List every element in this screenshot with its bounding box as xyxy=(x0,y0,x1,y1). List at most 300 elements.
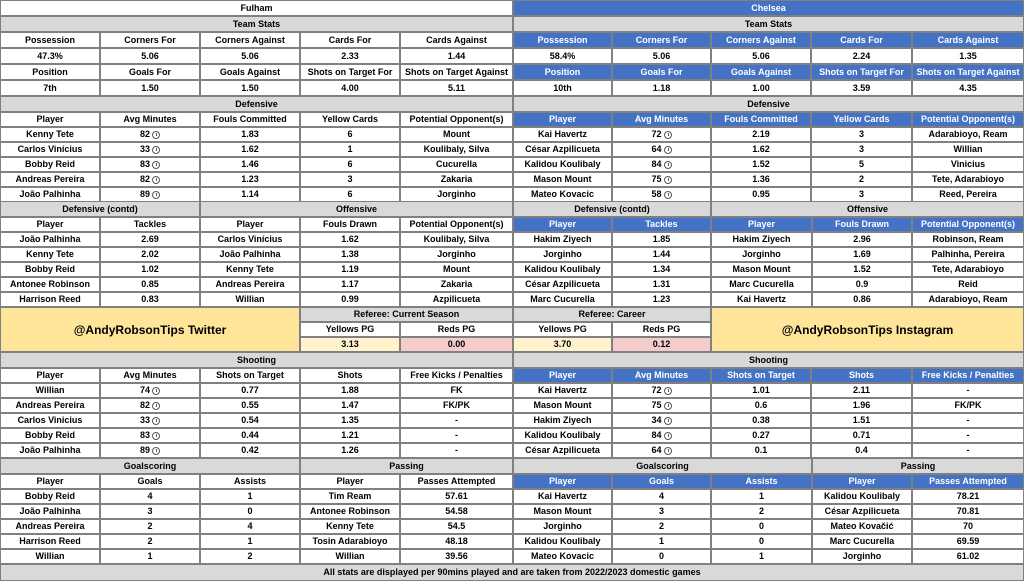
defensive-header: Potential Opponent(s) xyxy=(912,112,1024,127)
team-stats-value: 4.00 xyxy=(300,80,400,96)
goalscoring-cell: 4 xyxy=(612,489,711,504)
passing-cell: Tim Ream xyxy=(300,489,400,504)
defensive-cell: Zakaria xyxy=(400,172,513,187)
defensive-cell: 6 xyxy=(300,157,400,172)
team-stats-header: Corners For xyxy=(612,32,711,48)
passing-cell: César Azpilicueta xyxy=(812,504,912,519)
shooting-cell: 0.1 xyxy=(711,443,811,458)
offensive-cell: Mount xyxy=(400,262,513,277)
goalscoring-cell: 3 xyxy=(612,504,711,519)
team-stats-header: Shots on Target Against xyxy=(400,64,513,80)
offensive-header: Fouls Drawn xyxy=(300,217,400,232)
offensive-cell: Carlos Vinícius xyxy=(200,232,300,247)
goalscoring-header: Goals xyxy=(100,474,200,489)
passing-cell: 70.81 xyxy=(912,504,1024,519)
defensive-cell: Mount xyxy=(400,127,513,142)
team-stats-header: Shots on Target Against xyxy=(912,64,1024,80)
promo-twitter: @AndyRobsonTips Twitter xyxy=(0,307,300,352)
shooting-cell: FK xyxy=(400,383,513,398)
defensive_contd-cell: 1.31 xyxy=(612,277,711,292)
shooting-cell: 84 xyxy=(612,428,711,443)
goalscoring-title: Goalscoring xyxy=(0,458,300,474)
offensive-title: Offensive xyxy=(200,201,513,217)
goalscoring-cell: Andreas Pereira xyxy=(0,519,100,534)
defensive-cell: 1 xyxy=(300,142,400,157)
shooting-header: Player xyxy=(0,368,100,383)
defensive-header: Player xyxy=(513,112,612,127)
defensive-cell: Reed, Pereira xyxy=(912,187,1024,202)
clock-icon xyxy=(664,417,672,425)
shooting-cell: 1.26 xyxy=(300,443,400,458)
shooting-cell: 0.27 xyxy=(711,428,811,443)
offensive-cell: Andreas Pereira xyxy=(200,277,300,292)
goalscoring-cell: Willian xyxy=(0,549,100,564)
shooting-cell: - xyxy=(912,383,1024,398)
shooting-cell: César Azpilicueta xyxy=(513,443,612,458)
shooting-cell: 1.01 xyxy=(711,383,811,398)
team-stats-header: Shots on Target For xyxy=(300,64,400,80)
defensive_contd-cell: Hakim Ziyech xyxy=(513,232,612,247)
defensive_contd-title: Defensive (contd) xyxy=(0,201,200,217)
goalscoring-cell: 2 xyxy=(711,504,812,519)
team-stats-header: Position xyxy=(0,64,100,80)
defensive-header: Fouls Committed xyxy=(711,112,811,127)
offensive-cell: Zakaria xyxy=(400,277,513,292)
defensive_contd-cell: João Palhinha xyxy=(0,232,100,247)
defensive_contd-cell: Antonee Robinson xyxy=(0,277,100,292)
defensive-cell: 3 xyxy=(811,187,912,202)
shooting-cell: Hakim Ziyech xyxy=(513,413,612,428)
referee-current-title: Referee: Current Season xyxy=(300,307,513,322)
team-stats-value: 1.35 xyxy=(912,48,1024,64)
goalscoring-cell: Bobby Reid xyxy=(0,489,100,504)
defensive_contd-cell: Kalidou Koulibaly xyxy=(513,262,612,277)
shooting-cell: FK/PK xyxy=(400,398,513,413)
offensive-header: Fouls Drawn xyxy=(812,217,912,232)
defensive-cell: 1.36 xyxy=(711,172,811,187)
passing-cell: 48.18 xyxy=(400,534,513,549)
defensive_contd-header: Player xyxy=(513,217,612,232)
defensive-cell: Carlos Vinícius xyxy=(0,142,100,157)
clock-icon xyxy=(664,432,672,440)
defensive-cell: 82 xyxy=(100,172,200,187)
team-stats-header: Cards For xyxy=(811,32,912,48)
referee-reds-value: 0.00 xyxy=(400,337,513,352)
offensive-cell: 1.69 xyxy=(812,247,912,262)
passing-title: Passing xyxy=(812,458,1024,474)
goalscoring-header: Player xyxy=(513,474,612,489)
goalscoring-cell: 0 xyxy=(200,504,300,519)
team-stats-value: 1.00 xyxy=(711,80,811,96)
offensive-cell: Mason Mount xyxy=(711,262,812,277)
shooting-cell: 82 xyxy=(100,398,200,413)
shooting-cell: Carlos Vinicius xyxy=(0,413,100,428)
offensive-header: Player xyxy=(200,217,300,232)
clock-icon xyxy=(152,402,160,410)
shooting-header: Avg Minutes xyxy=(100,368,200,383)
clock-icon xyxy=(664,402,672,410)
defensive_contd-cell: 2.69 xyxy=(100,232,200,247)
offensive-cell: Koulibaly, Silva xyxy=(400,232,513,247)
clock-icon xyxy=(664,146,672,154)
team-stats-value: 2.33 xyxy=(300,48,400,64)
shooting-header: Player xyxy=(513,368,612,383)
defensive-cell: Mason Mount xyxy=(513,172,612,187)
defensive-title: Defensive xyxy=(513,96,1024,112)
shooting-cell: 89 xyxy=(100,443,200,458)
offensive-cell: João Palhinha xyxy=(200,247,300,262)
defensive-cell: Cucurella xyxy=(400,157,513,172)
passing-cell: Kenny Tete xyxy=(300,519,400,534)
defensive_contd-cell: Kenny Tete xyxy=(0,247,100,262)
defensive-cell: 72 xyxy=(612,127,711,142)
offensive-cell: Palhinha, Pereira xyxy=(912,247,1024,262)
offensive-cell: 1.62 xyxy=(300,232,400,247)
clock-icon xyxy=(664,131,672,139)
shooting-cell: 0.44 xyxy=(200,428,300,443)
shooting-cell: 0.55 xyxy=(200,398,300,413)
defensive_contd-header: Tackles xyxy=(100,217,200,232)
goalscoring-cell: Jorginho xyxy=(513,519,612,534)
offensive-cell: Jorginho xyxy=(400,247,513,262)
shooting-cell: 0.77 xyxy=(200,383,300,398)
defensive-cell: 1.14 xyxy=(200,187,300,202)
team-stats-value: 47.3% xyxy=(0,48,100,64)
goalscoring-cell: João Palhinha xyxy=(0,504,100,519)
team-name-fulham: Fulham xyxy=(0,0,513,16)
defensive-header: Player xyxy=(0,112,100,127)
referee-career-title: Referee: Career xyxy=(513,307,711,322)
team-stats-value: 7th xyxy=(0,80,100,96)
passing-cell: 69.59 xyxy=(912,534,1024,549)
referee-yellows-value: 3.70 xyxy=(513,337,612,352)
defensive-header: Potential Opponent(s) xyxy=(400,112,513,127)
defensive_contd-cell: Bobby Reid xyxy=(0,262,100,277)
team-stats-value: 2.24 xyxy=(811,48,912,64)
shooting-cell: 34 xyxy=(612,413,711,428)
defensive-cell: Willian xyxy=(912,142,1024,157)
shooting-header: Free Kicks / Penalties xyxy=(912,368,1024,383)
defensive-header: Yellow Cards xyxy=(300,112,400,127)
goalscoring-cell: 1 xyxy=(711,549,812,564)
shooting-cell: 1.47 xyxy=(300,398,400,413)
offensive-cell: 1.52 xyxy=(812,262,912,277)
defensive-cell: 89 xyxy=(100,187,200,202)
defensive-cell: Bobby Reid xyxy=(0,157,100,172)
defensive_contd-title: Defensive (contd) xyxy=(513,201,711,217)
defensive-cell: 6 xyxy=(300,187,400,202)
offensive-header: Potential Opponent(s) xyxy=(912,217,1024,232)
goalscoring-header: Assists xyxy=(711,474,812,489)
team-stats-header: Corners For xyxy=(100,32,200,48)
team-stats-header: Shots on Target For xyxy=(811,64,912,80)
shooting-cell: 33 xyxy=(100,413,200,428)
shooting-cell: Kalidou Koulibaly xyxy=(513,428,612,443)
shooting-cell: 1.51 xyxy=(811,413,912,428)
goalscoring-header: Goals xyxy=(612,474,711,489)
goalscoring-cell: Mason Mount xyxy=(513,504,612,519)
defensive-cell: César Azpilicueta xyxy=(513,142,612,157)
team-stats-header: Position xyxy=(513,64,612,80)
goalscoring-cell: 2 xyxy=(612,519,711,534)
shooting-cell: 72 xyxy=(612,383,711,398)
offensive-cell: Kenny Tete xyxy=(200,262,300,277)
passing-header: Player xyxy=(300,474,400,489)
defensive-cell: 64 xyxy=(612,142,711,157)
team-stats-value: 58.4% xyxy=(513,48,612,64)
clock-icon xyxy=(152,161,160,169)
defensive_contd-cell: 1.34 xyxy=(612,262,711,277)
shooting-cell: 0.6 xyxy=(711,398,811,413)
team-stats-header: Corners Against xyxy=(711,32,811,48)
clock-icon xyxy=(152,432,160,440)
defensive-cell: Adarabioyo, Ream xyxy=(912,127,1024,142)
shooting-cell: Bobby Reid xyxy=(0,428,100,443)
clock-icon xyxy=(152,447,160,455)
shooting-header: Shots xyxy=(811,368,912,383)
team-stats-title: Team Stats xyxy=(513,16,1024,32)
defensive-cell: 75 xyxy=(612,172,711,187)
shooting-cell: 0.54 xyxy=(200,413,300,428)
defensive-cell: Andreas Pereira xyxy=(0,172,100,187)
passing-cell: Kalidou Koulibaly xyxy=(812,489,912,504)
defensive-cell: 82 xyxy=(100,127,200,142)
referee-header: Yellows PG xyxy=(513,322,612,337)
passing-cell: Jorginho xyxy=(812,549,912,564)
defensive-cell: Jorginho xyxy=(400,187,513,202)
shooting-header: Shots on Target xyxy=(200,368,300,383)
defensive-header: Avg Minutes xyxy=(100,112,200,127)
clock-icon xyxy=(664,387,672,395)
defensive_contd-cell: 1.85 xyxy=(612,232,711,247)
offensive-cell: 1.38 xyxy=(300,247,400,262)
shooting-cell: Willian xyxy=(0,383,100,398)
defensive-cell: 3 xyxy=(811,127,912,142)
goalscoring-cell: 1 xyxy=(200,534,300,549)
clock-icon xyxy=(152,191,160,199)
offensive-cell: Reid xyxy=(912,277,1024,292)
defensive-header: Yellow Cards xyxy=(811,112,912,127)
offensive-cell: 1.19 xyxy=(300,262,400,277)
offensive-cell: Jorginho xyxy=(711,247,812,262)
defensive_contd-cell: 1.23 xyxy=(612,292,711,307)
defensive_contd-cell: Marc Cucurella xyxy=(513,292,612,307)
team-stats-title: Team Stats xyxy=(0,16,513,32)
defensive-cell: Kenny Tete xyxy=(0,127,100,142)
clock-icon xyxy=(152,146,160,154)
defensive-cell: 33 xyxy=(100,142,200,157)
shooting-cell: 74 xyxy=(100,383,200,398)
shooting-cell: 1.35 xyxy=(300,413,400,428)
team-stats-header: Goals Against xyxy=(711,64,811,80)
goalscoring-cell: 4 xyxy=(200,519,300,534)
defensive-cell: 1.62 xyxy=(200,142,300,157)
shooting-header: Free Kicks / Penalties xyxy=(400,368,513,383)
offensive-cell: Marc Cucurella xyxy=(711,277,812,292)
footer-note: All stats are displayed per 90mins played and are taken from 2022/2023 domestic games xyxy=(0,564,1024,581)
defensive-cell: 58 xyxy=(612,187,711,202)
team-name-chelsea: Chelsea xyxy=(513,0,1024,16)
promo-instagram: @AndyRobsonTips Instagram xyxy=(711,307,1024,352)
goalscoring-cell: 0 xyxy=(612,549,711,564)
goalscoring-cell: 3 xyxy=(100,504,200,519)
defensive-cell: 3 xyxy=(300,172,400,187)
shooting-cell: João Palhinha xyxy=(0,443,100,458)
offensive-cell: Robinson, Ream xyxy=(912,232,1024,247)
passing-cell: Tosin Adarabioyo xyxy=(300,534,400,549)
shooting-cell: 0.4 xyxy=(811,443,912,458)
passing-title: Passing xyxy=(300,458,513,474)
goalscoring-cell: 1 xyxy=(612,534,711,549)
team-stats-value: 10th xyxy=(513,80,612,96)
offensive-cell: 0.9 xyxy=(812,277,912,292)
offensive-cell: 1.17 xyxy=(300,277,400,292)
defensive-cell: Kalidou Koulibaly xyxy=(513,157,612,172)
passing-cell: 70 xyxy=(912,519,1024,534)
defensive_contd-cell: Jorginho xyxy=(513,247,612,262)
referee-header: Reds PG xyxy=(400,322,513,337)
team-stats-header: Goals Against xyxy=(200,64,300,80)
defensive-title: Defensive xyxy=(0,96,513,112)
team-stats-header: Goals For xyxy=(612,64,711,80)
defensive_contd-cell: Harrison Reed xyxy=(0,292,100,307)
defensive-cell: João Palhinha xyxy=(0,187,100,202)
shooting-cell: 0.42 xyxy=(200,443,300,458)
team-stats-value: 1.50 xyxy=(100,80,200,96)
passing-cell: Marc Cucurella xyxy=(812,534,912,549)
goalscoring-cell: Mateo Kovacic xyxy=(513,549,612,564)
defensive_contd-cell: 0.85 xyxy=(100,277,200,292)
passing-header: Passes Attempted xyxy=(912,474,1024,489)
defensive_contd-cell: 0.83 xyxy=(100,292,200,307)
defensive-cell: 84 xyxy=(612,157,711,172)
goalscoring-cell: 2 xyxy=(100,519,200,534)
goalscoring-cell: 1 xyxy=(200,489,300,504)
offensive-cell: Adarabioyo, Ream xyxy=(912,292,1024,307)
defensive_contd-cell: 1.44 xyxy=(612,247,711,262)
team-stats-header: Corners Against xyxy=(200,32,300,48)
passing-cell: 57.61 xyxy=(400,489,513,504)
clock-icon xyxy=(664,176,672,184)
defensive-cell: 5 xyxy=(811,157,912,172)
goalscoring-cell: 2 xyxy=(200,549,300,564)
passing-cell: 78.21 xyxy=(912,489,1024,504)
offensive-cell: 2.96 xyxy=(812,232,912,247)
offensive-cell: 0.99 xyxy=(300,292,400,307)
goalscoring-cell: 4 xyxy=(100,489,200,504)
shooting-cell: FK/PK xyxy=(912,398,1024,413)
team-stats-header: Possession xyxy=(513,32,612,48)
team-stats-value: 5.06 xyxy=(711,48,811,64)
defensive-cell: 2.19 xyxy=(711,127,811,142)
offensive-cell: Willian xyxy=(200,292,300,307)
referee-header: Reds PG xyxy=(612,322,711,337)
clock-icon xyxy=(664,447,672,455)
referee-yellows-value: 3.13 xyxy=(300,337,400,352)
team-stats-value: 5.06 xyxy=(612,48,711,64)
shooting-cell: Kai Havertz xyxy=(513,383,612,398)
defensive-cell: Mateo Kovacic xyxy=(513,187,612,202)
defensive_contd-cell: César Azpilicueta xyxy=(513,277,612,292)
clock-icon xyxy=(152,176,160,184)
defensive-cell: 1.83 xyxy=(200,127,300,142)
defensive-cell: Vinicius xyxy=(912,157,1024,172)
defensive-cell: 3 xyxy=(811,142,912,157)
passing-header: Passes Attempted xyxy=(400,474,513,489)
team-stats-value: 5.06 xyxy=(100,48,200,64)
team-stats-value: 1.44 xyxy=(400,48,513,64)
offensive-header: Potential Opponent(s) xyxy=(400,217,513,232)
passing-cell: Willian xyxy=(300,549,400,564)
defensive-cell: 1.52 xyxy=(711,157,811,172)
passing-header: Player xyxy=(812,474,912,489)
passing-cell: 54.5 xyxy=(400,519,513,534)
passing-cell: Mateo Kovačić xyxy=(812,519,912,534)
shooting-cell: 0.71 xyxy=(811,428,912,443)
defensive-header: Fouls Committed xyxy=(200,112,300,127)
clock-icon xyxy=(152,417,160,425)
shooting-header: Shots xyxy=(300,368,400,383)
defensive-cell: 6 xyxy=(300,127,400,142)
team-stats-value: 5.11 xyxy=(400,80,513,96)
offensive-cell: Kai Havertz xyxy=(711,292,812,307)
goalscoring-cell: Kai Havertz xyxy=(513,489,612,504)
team-stats-value: 3.59 xyxy=(811,80,912,96)
team-stats-header: Cards Against xyxy=(400,32,513,48)
passing-cell: 39.56 xyxy=(400,549,513,564)
team-stats-header: Goals For xyxy=(100,64,200,80)
shooting-cell: - xyxy=(912,413,1024,428)
goalscoring-cell: Harrison Reed xyxy=(0,534,100,549)
shooting-cell: 1.96 xyxy=(811,398,912,413)
defensive-cell: 0.95 xyxy=(711,187,811,202)
defensive-cell: 1.23 xyxy=(200,172,300,187)
shooting-cell: - xyxy=(912,443,1024,458)
shooting-cell: 1.88 xyxy=(300,383,400,398)
defensive-cell: Tete, Adarabioyo xyxy=(912,172,1024,187)
defensive_contd-cell: 2.02 xyxy=(100,247,200,262)
referee-header: Yellows PG xyxy=(300,322,400,337)
shooting-cell: 1.21 xyxy=(300,428,400,443)
team-stats-value: 4.35 xyxy=(912,80,1024,96)
defensive-cell: 1.62 xyxy=(711,142,811,157)
shooting-title: Shooting xyxy=(0,352,513,368)
clock-icon xyxy=(664,191,672,199)
goalscoring-cell: 1 xyxy=(711,489,812,504)
clock-icon xyxy=(664,161,672,169)
shooting-header: Avg Minutes xyxy=(612,368,711,383)
team-stats-header: Possession xyxy=(0,32,100,48)
offensive-cell: Azpilicueta xyxy=(400,292,513,307)
shooting-cell: - xyxy=(400,413,513,428)
defensive-header: Avg Minutes xyxy=(612,112,711,127)
goalscoring-title: Goalscoring xyxy=(513,458,812,474)
shooting-cell: - xyxy=(400,443,513,458)
defensive-cell: Kai Havertz xyxy=(513,127,612,142)
goalscoring-header: Assists xyxy=(200,474,300,489)
defensive_contd-header: Player xyxy=(0,217,100,232)
offensive-cell: 0.86 xyxy=(812,292,912,307)
defensive-cell: Koulibaly, Silva xyxy=(400,142,513,157)
shooting-cell: 0.38 xyxy=(711,413,811,428)
goalscoring-cell: 1 xyxy=(100,549,200,564)
shooting-header: Shots on Target xyxy=(711,368,811,383)
passing-cell: 61.02 xyxy=(912,549,1024,564)
clock-icon xyxy=(152,387,160,395)
goalscoring-cell: 0 xyxy=(711,519,812,534)
referee-reds-value: 0.12 xyxy=(612,337,711,352)
shooting-cell: 2.11 xyxy=(811,383,912,398)
